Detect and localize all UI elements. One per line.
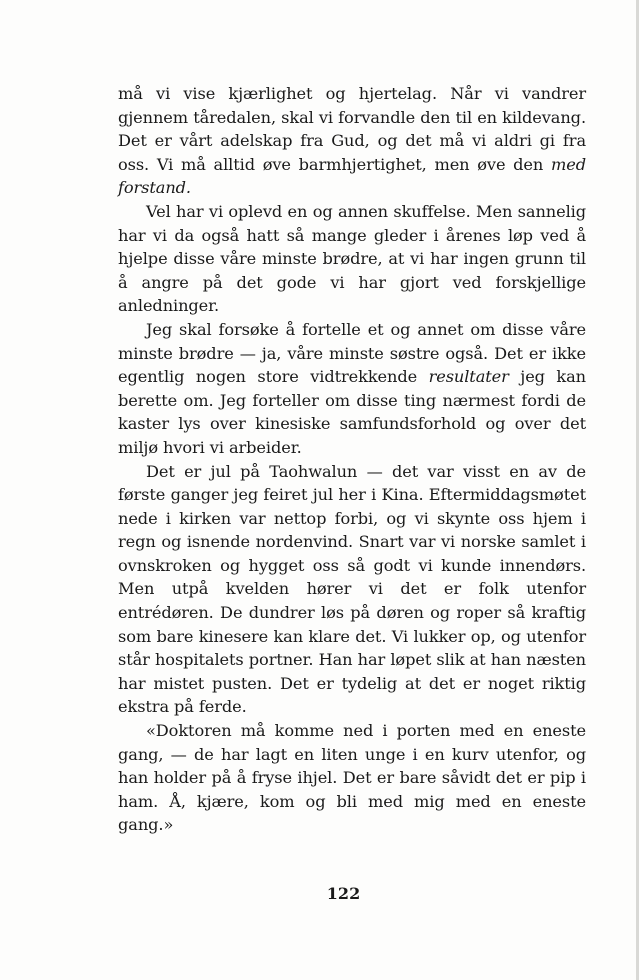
paragraph-5 bbox=[118, 719, 586, 837]
paragraph-3-run-1: Jeg skal forsøke å fortelle et og annet om disse våre minste brødre — ja, våre minste søstre også. Det er ikke egentlig nogen store vidtrekkende bbox=[118, 319, 586, 387]
paragraph-4 bbox=[118, 460, 586, 720]
paragraph-1-run-1: må vi vise kjærlighet og hjertelag. Når vi vandrer gjennem tåredalen, skal vi forvandle den til en kildevang. Det er vårt adelskap fra Gud, og det må vi aldri gi fra oss. Vi må alltid øve barmhjertighet, men øve den bbox=[118, 84, 586, 174]
paragraph-3-run-3: jeg kan berette om. Jeg forteller om disse ting nærmest fordi de kaster lys over kinesiske samfundsforhold og over det miljø hvori vi arbeider. bbox=[118, 367, 586, 457]
paragraph-3-run-2-italic: resultater bbox=[428, 367, 509, 387]
paragraph-1 bbox=[118, 82, 586, 200]
paragraph-4-run-1: Det er jul på Taohwalun — det var visst en av de første ganger jeg feiret jul her i Kina. Eftermiddagsmøtet nede i kirken var nettop forbi, og vi skynte oss hjem i regn og isnende nordenvind. Snart var vi norske samlet i ovnskroken og hygget oss så godt vi kunde innendørs. Men utpå kvelden hører vi det er folk utenfor entrédøren. De dundrer løs på døren og roper så kraftig som bare kinesere kan klare det. Vi lukker op, og utenfor står hospitalets portner. Han har løpet slik at han næsten har mistet pusten. Det er tydelig at det er noget riktig ekstra på ferde. bbox=[118, 461, 586, 717]
paragraph-2-run-1: Vel har vi oplevd en og annen skuffelse. Men sannelig har vi da også hatt så mange gleder i årenes løp ved å hjelpe disse våre minste brødre, at vi har ingen grunn til å angre på det gode vi har gjort ved forskjellige anledninger. bbox=[118, 201, 586, 316]
page-number: 122 bbox=[326, 884, 361, 903]
paragraph-3 bbox=[118, 318, 586, 460]
paragraph-1-run-2-italic: med forstand. bbox=[118, 154, 586, 198]
body-text bbox=[118, 82, 586, 837]
paragraph-2 bbox=[118, 200, 586, 318]
paragraph-5-run-1: «Doktoren må komme ned i porten med en eneste gang, — de har lagt en liten unge i en kurv utenfor, og han holder på å fryse ihjel. Det er bare såvidt det er pip i ham. Å, kjære, kom og bli med mig med en eneste gang.» bbox=[118, 721, 586, 835]
